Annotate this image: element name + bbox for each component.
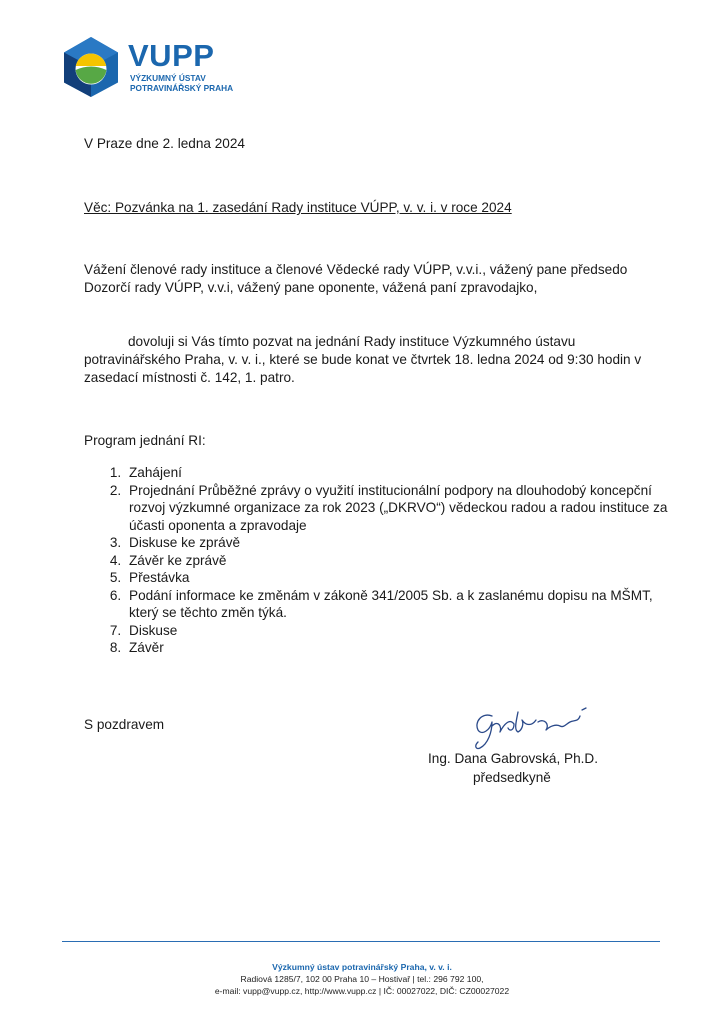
program-item: 2. Projednání Průběžné zprávy o využití institucionální podpory na dlouhodobý koncepční rozvoj výzkumné organizace za rok 2023 („DKRVO“) vědeckou radou a radou instituce za účasti oponenta a zpravodaje <box>125 482 685 535</box>
logo-subtitle-line2: POTRAVINÁŘSKÝ PRAHA <box>130 83 234 93</box>
footer-contacts: e-mail: vupp@vupp.cz, http://www.vupp.cz | IČ: 00027022, DIČ: CZ00027022 <box>214 986 510 996</box>
signer-role: předsedkyně <box>473 770 551 785</box>
logo-subtitle-line1: VÝZKUMNÝ ÚSTAV <box>130 73 206 83</box>
program-item: 6. Podání informace ke změnám v zákoně 341/2005 Sb. a k zaslanému dopisu na MŠMT, který se těchto změn týká. <box>125 587 685 622</box>
program-item: 7. Diskuse <box>125 622 685 640</box>
logo-subtitle <box>130 73 233 93</box>
footer-org: Výzkumný ústav potravinářský Praha, v. v. i. <box>272 962 452 972</box>
program-list <box>84 464 685 657</box>
greeting-paragraph: Vážení členové rady instituce a členové Vědecké rady VÚPP, v.v.i., vážený pane předsedo Dozorčí rady VÚPP, v.v.i, vážený pane oponente, vážená paní zpravodajko, <box>84 262 628 295</box>
footer-divider <box>62 941 660 942</box>
program-item: 1. Zahájení <box>125 464 685 482</box>
program-item: 5. Přestávka <box>125 569 685 587</box>
program-item: 3. Diskuse ke zprávě <box>125 534 685 552</box>
footer-address: Radiová 1285/7, 102 00 Praha 10 – Hostivař | tel.: 296 792 100, <box>240 974 484 984</box>
invitation-paragraph: dovoluji si Vás tímto pozvat na jednání Rady instituce Výzkumného ústavu potravinářského Praha, v. v. i., které se bude konat ve čtvrtek 18. ledna 2024 od 9:30 hodin v zasedací místnosti č. 142, 1. patro. <box>84 334 642 385</box>
vupp-logo-icon <box>63 36 119 98</box>
subject-line: Věc: Pozvánka na 1. zasedání Rady instituce VÚPP, v. v. i. v roce 2024 <box>84 200 512 215</box>
date-line: V Praze dne 2. ledna 2024 <box>84 136 245 151</box>
logo-title: VUPP <box>128 38 215 73</box>
program-item: 4. Závěr ke zprávě <box>125 552 685 570</box>
closing-text: S pozdravem <box>84 717 165 732</box>
program-item: 8. Závěr <box>125 639 685 657</box>
handwritten-signature <box>452 704 602 750</box>
program-title: Program jednání RI: <box>84 433 206 448</box>
signer-name: Ing. Dana Gabrovská, Ph.D. <box>428 751 599 766</box>
